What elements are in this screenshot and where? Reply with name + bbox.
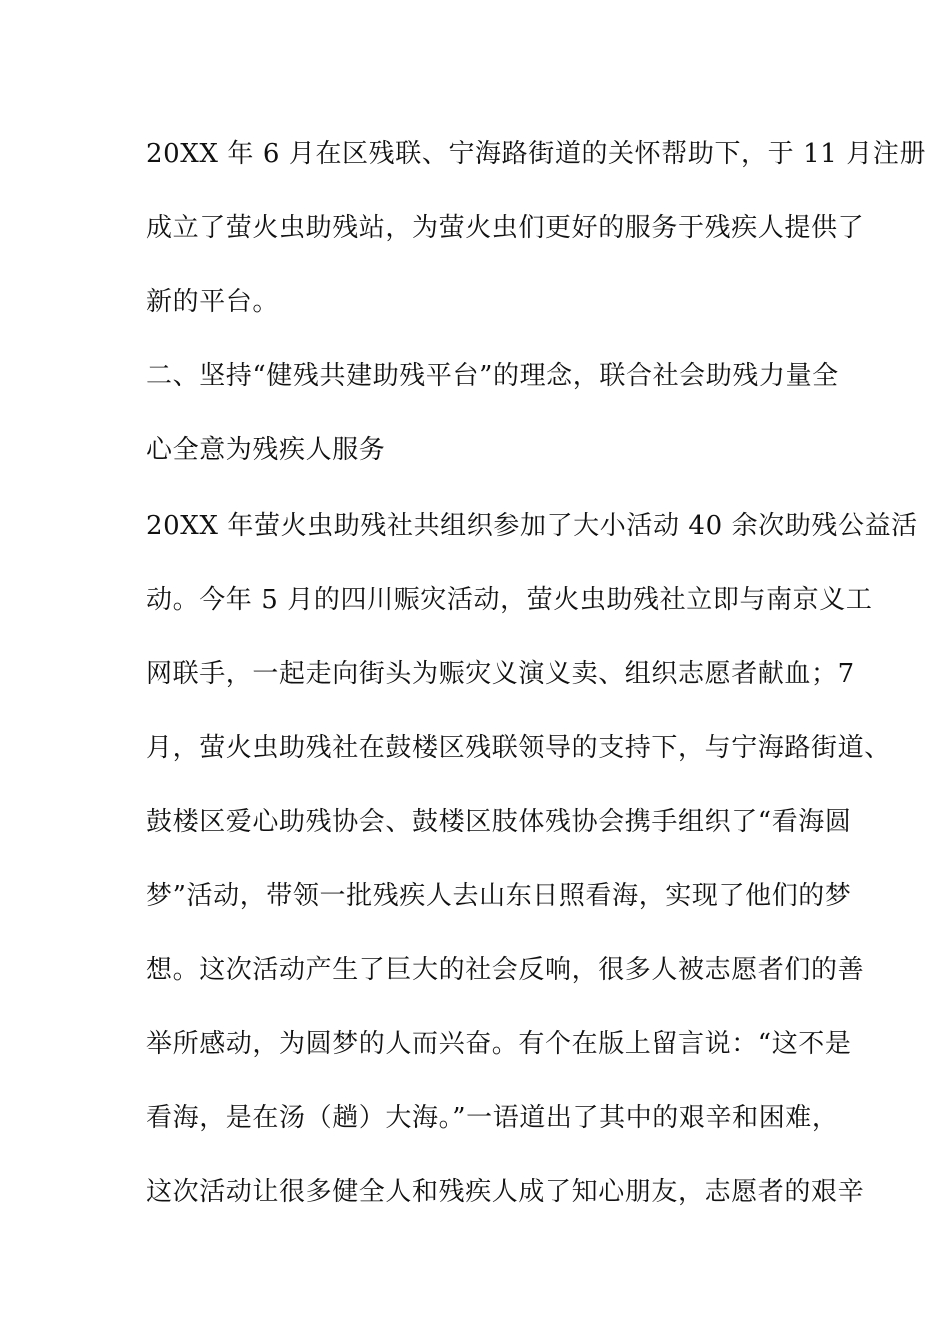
text-line-2: 成立了萤火虫助残站，为萤火虫们更好的服务于残疾人提供了 <box>146 213 865 243</box>
text-line-10: 鼓楼区爱心助残协会、鼓楼区肢体残协会携手组织了“看海圆 <box>146 807 852 837</box>
section-heading-line-2: 心全意为残疾人服务 <box>146 435 386 465</box>
text-line-12: 想。这次活动产生了巨大的社会反响，很多人被志愿者们的善 <box>146 955 865 985</box>
text-line-14: 看海，是在汤（趟）大海。”一语道出了其中的艰辛和困难， <box>146 1103 839 1133</box>
text-line-1: 20XX 年 6 月在区残联、宁海路街道的关怀帮助下，于 11 月注册 <box>146 139 927 169</box>
text-line-11: 梦”活动，带领一批残疾人去山东日照看海，实现了他们的梦 <box>146 881 852 911</box>
text-line-13: 举所感动，为圆梦的人而兴奋。有个在版上留言说：“这不是 <box>146 1029 852 1059</box>
text-line-8: 网联手，一起走向街头为赈灾义演义卖、组织志愿者献血；7 <box>146 659 855 689</box>
text-line-15: 这次活动让很多健全人和残疾人成了知心朋友，志愿者的艰辛 <box>146 1177 865 1207</box>
text-line-3: 新的平台。 <box>146 287 280 317</box>
text-line-7: 动。今年 5 月的四川赈灾活动，萤火虫助残社立即与南京义工 <box>146 585 873 615</box>
text-line-9: 月，萤火虫助残社在鼓楼区残联领导的支持下，与宁海路街道、 <box>146 733 891 763</box>
section-heading-line-1: 二、坚持“健残共建助残平台”的理念，联合社会助残力量全 <box>146 361 839 391</box>
text-line-6: 20XX 年萤火虫助残社共组织参加了大小活动 40 余次助残公益活 <box>146 511 918 541</box>
